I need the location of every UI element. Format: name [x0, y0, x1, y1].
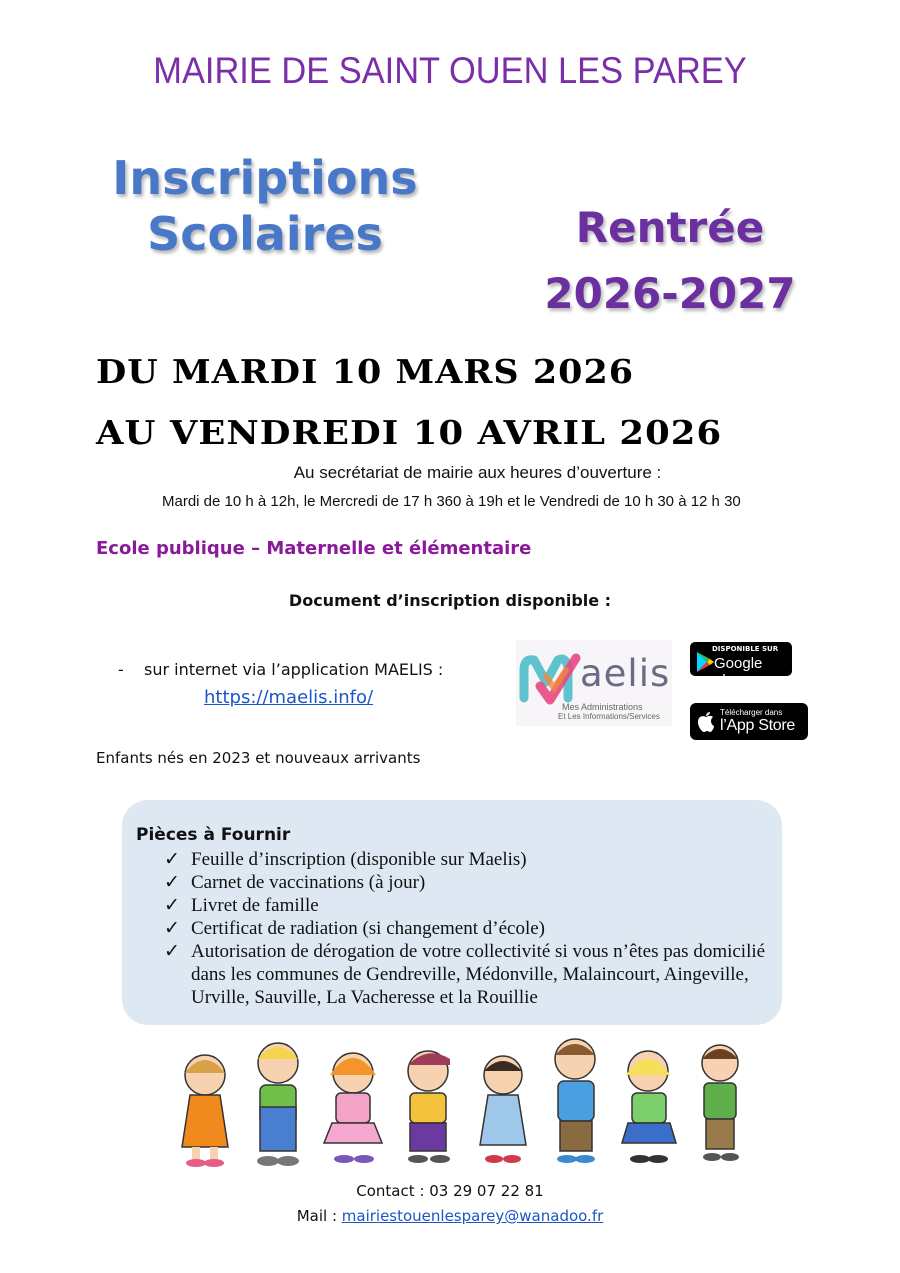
list-item — [164, 894, 774, 917]
check-icon: ✓ — [164, 941, 180, 962]
check-icon: ✓ — [164, 918, 180, 939]
hours-intro: Au secrétariat de mairie aux heures d’ouverture : — [293, 463, 662, 482]
ecole-heading: Ecole publique – Maternelle et élémentaire — [96, 538, 532, 559]
app-store-badge[interactable] — [690, 703, 808, 740]
child-3-icon — [324, 1053, 382, 1163]
google-play-bottom: Google play — [714, 655, 763, 689]
rentree-line1: Rentrée — [575, 203, 765, 252]
app-store-top: Télécharger dans — [720, 708, 783, 717]
google-play-top: DISPONIBLE SUR — [712, 645, 779, 653]
inscriptions-line2: Scolaires — [147, 207, 383, 261]
pieces-title: Pièces à Fournir — [136, 825, 291, 845]
date-end: AU VENDREDI 10 AVRIL 2026 — [96, 413, 723, 452]
piece-text: Autorisation de dérogation de votre collectivité si vous n’êtes pas domicilié dans les communes de Gendreville, Médonville, Malaincourt, Aingeville, Urville, Sauville, La Vacheresse et la Rouillie — [191, 941, 766, 1008]
list-item — [164, 917, 774, 940]
rentree-line2: 2026-2027 — [544, 269, 796, 318]
maelis-sub1: Mes Administrations — [562, 702, 643, 712]
maelis-name: aelis — [580, 652, 671, 695]
list-item — [164, 940, 774, 1009]
hours-detail: Mardi de 10 h à 12h, le Mercredi de 17 h 360 à 19h et le Vendredi de 10 h 30 à 12 h 30 — [162, 493, 741, 510]
child-6-icon — [555, 1039, 595, 1163]
child-7-icon — [622, 1051, 676, 1163]
child-1-icon — [182, 1055, 228, 1167]
internet-text: sur internet via l’application MAELIS : — [144, 660, 444, 679]
mail-label: Mail : — [296, 1207, 342, 1225]
child-4-icon — [408, 1051, 450, 1163]
list-dash: - — [118, 660, 124, 679]
enfants-text: Enfants nés en 2023 et nouveaux arrivants — [96, 749, 421, 767]
check-icon: ✓ — [164, 849, 180, 870]
piece-text: Carnet de vaccinations (à jour) — [191, 872, 426, 893]
check-icon: ✓ — [164, 895, 180, 916]
child-8-icon — [702, 1045, 739, 1161]
list-item — [164, 848, 774, 871]
inscriptions-title — [95, 150, 435, 262]
app-store-bottom: l’App Store — [720, 717, 795, 734]
contact-phone: Contact : 03 29 07 22 81 — [356, 1182, 544, 1200]
child-2-icon — [257, 1043, 299, 1166]
apple-icon — [697, 711, 715, 733]
maelis-logo[interactable] — [516, 640, 672, 726]
mairie-title: MAIRIE DE SAINT OUEN LES PAREY — [153, 50, 747, 91]
google-play-icon — [695, 651, 715, 673]
check-icon: ✓ — [164, 872, 180, 893]
pieces-list — [164, 848, 774, 1009]
maelis-sub2: Et Les Informations/Services — [558, 712, 660, 721]
rentree-title — [520, 195, 820, 327]
piece-text: Certificat de radiation (si changement d’école) — [191, 918, 545, 939]
piece-text: Feuille d’inscription (disponible sur Maelis) — [191, 849, 527, 870]
children-illustration — [160, 1035, 750, 1170]
date-start: DU MARDI 10 MARS 2026 — [96, 352, 635, 391]
maelis-link[interactable]: https://maelis.info/ — [204, 687, 374, 708]
google-play-badge[interactable] — [690, 642, 792, 689]
child-5-icon — [480, 1056, 526, 1163]
inscriptions-line1: Inscriptions — [112, 151, 418, 205]
mail-link[interactable]: mairiestouenlesparey@wanadoo.fr — [341, 1207, 604, 1225]
document-dispo: Document d’inscription disponible : — [288, 591, 612, 610]
piece-text: Livret de famille — [191, 895, 319, 916]
list-item — [164, 871, 774, 894]
contact-mail — [0, 1207, 900, 1225]
